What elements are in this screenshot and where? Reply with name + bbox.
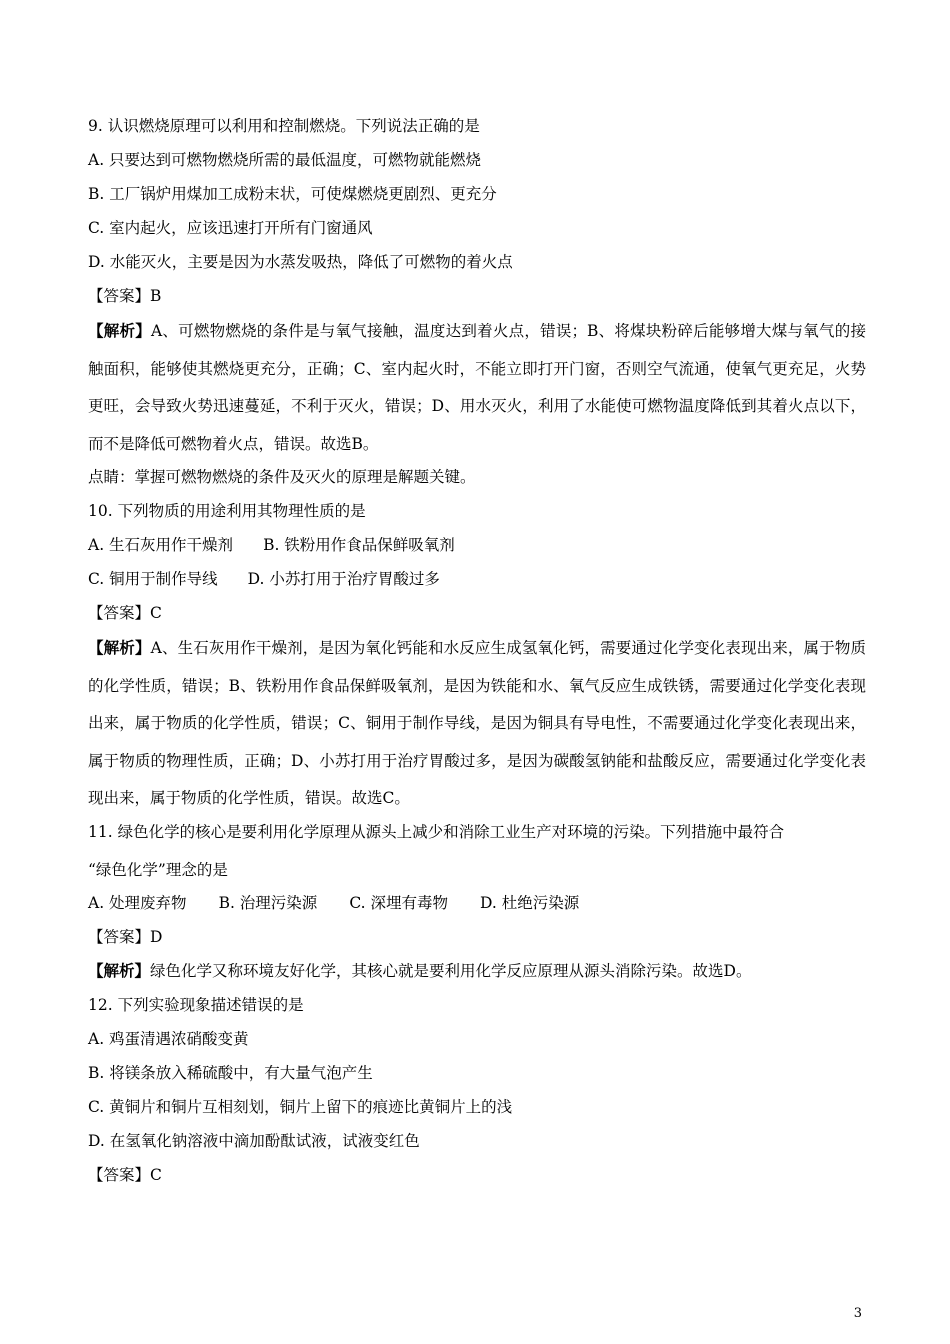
q11-stem-line-2: “绿色化学”理念的是 — [88, 861, 228, 879]
q11-stem-line-1: 11. 绿色化学的核心是要利用化学原理从源头上减少和消除工业生产对环境的污染。下列措施中最符合 — [88, 823, 785, 841]
q10-option-c: C. 铜用于制作导线 — [88, 570, 218, 588]
q12-option-d: D. 在氢氧化钠溶液中滴加酚酞试液，试液变红色 — [88, 1132, 420, 1150]
analysis-text: A、可燃物燃烧的条件是与氧气接触，温度达到着火点，错误；B、将煤块粉碎后能够增大煤与氧气的接触面积，能够使其燃烧更充分，正确；C、室内起火时，不能立即打开门窗，否则空气流通，使氧气更充足，火势更旺，会导致火势迅速蔓延，不利于灭火，错误；D、用水灭火，利用了水能使可燃物温度降低到其着火点以下，而不是降低可燃物着火点，错误。故选B。 — [88, 322, 866, 453]
q11-option-d: D. 杜绝污染源 — [479, 894, 580, 912]
q11-option-a: A. 处理废弃物 — [88, 894, 187, 912]
analysis-text: A、生石灰用作干燥剂，是因为氧化钙能和水反应生成氢氧化钙，需要通过化学变化表现出来，属于物质的化学性质，错误；B、铁粉用作食品保鲜吸氧剂，是因为铁能和水、氧气反应生成铁锈，需要通过化学变化表现出来，属于物质的化学性质，错误；C、铜用于制作导线，是因为铜具有导电性，不需要通过化学变化表现出来，属于物质的物理性质，正确；D、小苏打用于治疗胃酸过多，是因为碳酸氢钠能和盐酸反应，需要通过化学变化表现出来，属于物质的化学性质，错误。故选C。 — [88, 639, 866, 807]
q12-option-c: C. 黄铜片和铜片互相刻划，铜片上留下的痕迹比黄铜片上的浅 — [88, 1098, 513, 1116]
q10-answer — [88, 603, 878, 623]
q9-tip: 点睛：掌握可燃物燃烧的条件及灭火的原理是解题关键。 — [88, 468, 476, 486]
q12-option-b: B. 将镁条放入稀硫酸中，有大量气泡产生 — [88, 1064, 373, 1082]
answer-label: 【答案】 — [88, 1166, 151, 1184]
q11-answer — [88, 927, 878, 947]
answer-value: C — [150, 604, 162, 622]
analysis-label: 【解析】 — [88, 638, 151, 657]
q9-option-a: A. 只要达到可燃物燃烧所需的最低温度，可燃物就能燃烧 — [88, 151, 482, 169]
q9-option-b: B. 工厂锅炉用煤加工成粉末状，可使煤燃烧更剧烈、更充分 — [88, 185, 497, 203]
q10-options-row-2 — [88, 569, 878, 589]
analysis-text: 绿色化学又称环境友好化学，其核心就是要利用化学反应原理从源头消除污染。故选D。 — [150, 962, 752, 980]
page-number: 3 — [853, 1306, 862, 1321]
q10-stem: 10. 下列物质的用途利用其物理性质的是 — [88, 502, 366, 520]
answer-value: D — [150, 928, 163, 946]
q10-options-row-1 — [88, 535, 878, 555]
answer-label: 【答案】 — [88, 287, 151, 305]
answer-value: B — [150, 287, 162, 305]
q12-answer — [88, 1165, 878, 1185]
q10-option-d: D. 小苏打用于治疗胃酸过多 — [247, 570, 440, 588]
answer-label: 【答案】 — [88, 604, 151, 622]
q9-option-c: C. 室内起火，应该迅速打开所有门窗通风 — [88, 219, 373, 237]
q11-option-b: B. 治理污染源 — [218, 894, 318, 912]
answer-value: C — [150, 1166, 162, 1184]
q9-stem: 9. 认识燃烧原理可以利用和控制燃烧。下列说法正确的是 — [88, 117, 480, 135]
q11-option-c: C. 深埋有毒物 — [349, 894, 448, 912]
q9-answer — [88, 286, 878, 306]
q11-analysis — [88, 961, 878, 981]
q10-option-a: A. 生石灰用作干燥剂 — [88, 536, 234, 554]
q10-option-b: B. 铁粉用作食品保鲜吸氧剂 — [263, 536, 455, 554]
q11-options-row — [88, 893, 878, 913]
q10-analysis — [88, 629, 866, 818]
q9-analysis — [88, 312, 866, 463]
q12-option-a: A. 鸡蛋清遇浓硝酸变黄 — [88, 1030, 249, 1048]
q9-option-d: D. 水能灭火，主要是因为水蒸发吸热，降低了可燃物的着火点 — [88, 253, 513, 271]
analysis-label: 【解析】 — [88, 961, 151, 980]
analysis-label: 【解析】 — [88, 321, 151, 340]
answer-label: 【答案】 — [88, 928, 151, 946]
q12-stem: 12. 下列实验现象描述错误的是 — [88, 996, 304, 1014]
